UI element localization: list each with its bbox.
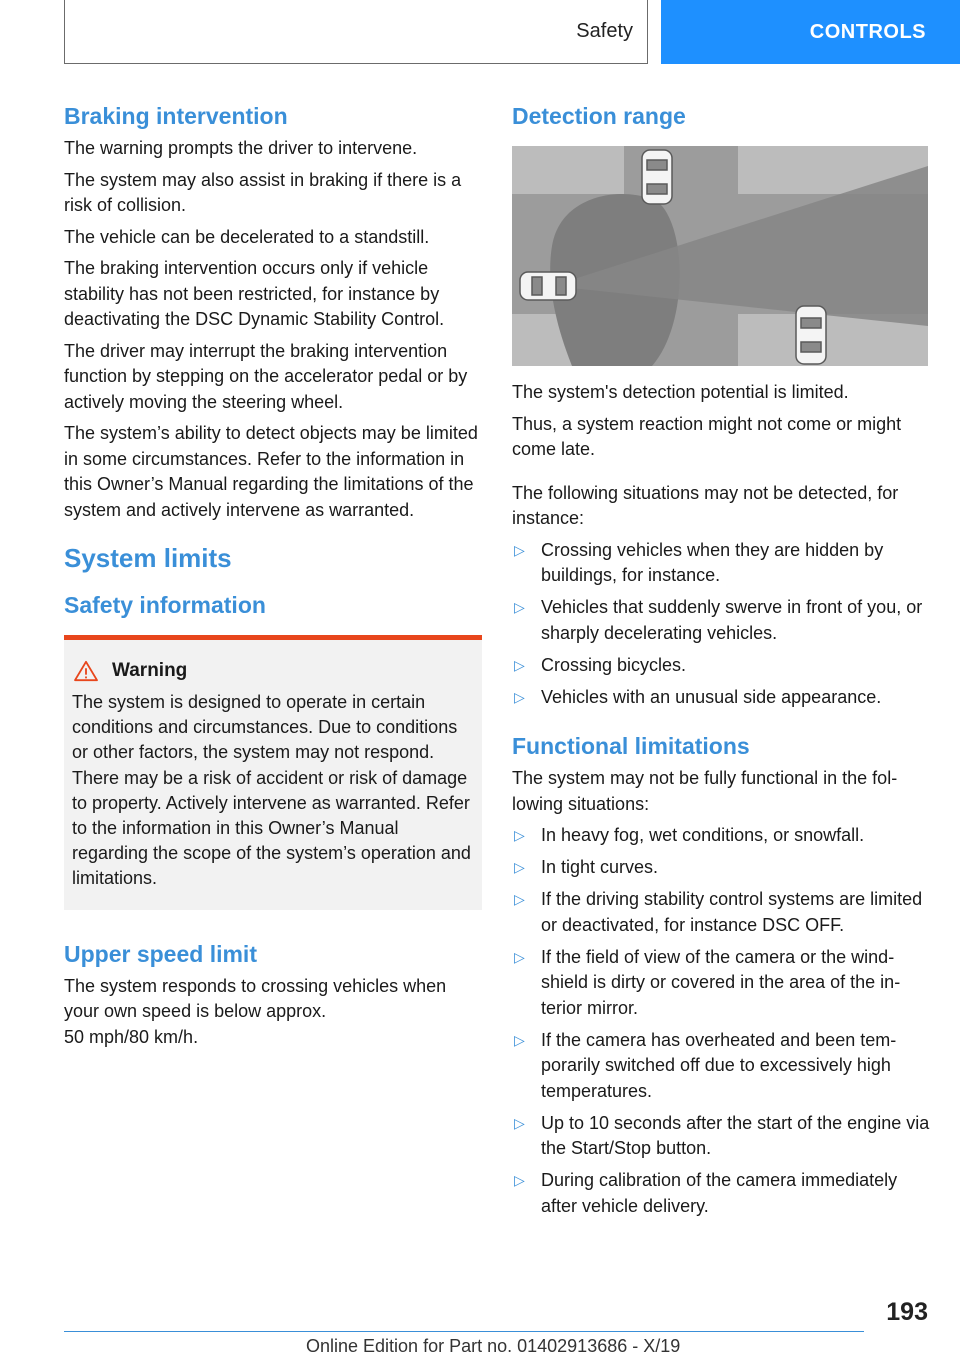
warning-label: Warning	[112, 660, 188, 681]
list-item	[512, 653, 930, 679]
bullet-triangle-icon: ▷	[514, 859, 525, 875]
list-item	[512, 855, 930, 881]
header-section	[64, 0, 648, 64]
bullet-triangle-icon: ▷	[514, 1031, 525, 1048]
system-limits-title: System limits	[64, 543, 232, 573]
list-item-text: Crossing bicycles.	[541, 654, 687, 675]
list-item	[512, 595, 930, 646]
safety-info-title: Safety information	[64, 592, 266, 618]
header-chapter-label: CONTROLS	[809, 20, 926, 43]
left-column	[64, 100, 482, 1056]
list-item	[512, 538, 930, 589]
header-section-label: Safety	[576, 20, 633, 42]
list-item	[512, 1111, 930, 1162]
braking-para: The vehicle can be decelerated to a standstill.	[64, 226, 430, 247]
warning-triangle-icon	[72, 660, 100, 682]
list-item-text: If the field of view of the camera or the windshield is dirty or covered in the area of the interior mirror.	[541, 946, 901, 1018]
situations-intro: The following situations may not be detected, for instance:	[512, 482, 899, 528]
speed-limit-text: The system responds to crossing vehicles when your own speed is below approx.	[64, 975, 447, 1022]
list-item	[512, 945, 930, 1022]
situations-list	[512, 538, 930, 711]
list-item	[512, 887, 930, 938]
list-item-text: During calibration of the camera immediately after vehicle delivery.	[541, 1170, 898, 1216]
list-item-text: In heavy fog, wet conditions, or snowfall.	[541, 825, 865, 845]
bullet-triangle-icon: ▷	[514, 1172, 525, 1188]
bullet-triangle-icon: ▷	[514, 541, 525, 558]
sidewalk-block	[512, 146, 624, 194]
edition-text: Online Edition for Part no. 01402913686 - X/19	[306, 1336, 681, 1356]
warning-box	[64, 635, 482, 910]
bullet-triangle-icon: ▷	[514, 948, 525, 965]
bullet-triangle-icon: ▷	[514, 599, 525, 615]
speed-limit-title: Upper speed limit	[64, 940, 257, 967]
vehicle-bottom-icon	[796, 306, 826, 364]
list-item	[512, 685, 930, 711]
bullet-triangle-icon: ▷	[514, 827, 525, 843]
warning-text: The system is designed to operate in certain conditions and circumstances. Due to conditions or other factors, the system may not respond. There may be a risk of accident or risk of damage to property. Actively intervene as warranted. Refer to the information in this Owner’s Manual regarding the scope of the system’s operation and limitations.	[72, 692, 471, 889]
list-item-text: Vehicles with an unusual side appearance.	[541, 686, 882, 707]
ego-vehicle-icon	[520, 272, 576, 300]
list-item-text: Crossing vehicles when they are hidden by buildings, for instance.	[541, 539, 884, 585]
list-item-text: If the camera has overheated and been temporarily switched off due to excessively high temperatures.	[541, 1029, 897, 1101]
list-item	[512, 1168, 930, 1219]
page-number: 193	[886, 1298, 928, 1326]
braking-title: Braking intervention	[64, 103, 288, 129]
detection-range-illustration	[512, 146, 928, 366]
bullet-triangle-icon: ▷	[514, 891, 525, 907]
list-item-text: If the driving stability control systems are limited or deactivated, for instance DSC OFF.	[541, 889, 923, 935]
right-column	[512, 100, 930, 1231]
detection-para: Thus, a system reaction might not come or might come late.	[512, 413, 902, 459]
bullet-triangle-icon: ▷	[514, 688, 525, 705]
header-chapter	[661, 0, 960, 64]
braking-para: The braking intervention occurs only if vehicle stability has not been restricted, for instance by deactivating the DSC Dynamic Stability Control.	[64, 258, 445, 329]
list-item-text: Up to 10 seconds after the start of the engine via the Start/Stop button.	[541, 1112, 930, 1158]
bullet-triangle-icon: ▷	[514, 656, 525, 673]
functional-intro: The system may not be fully functional in the following situations:	[512, 768, 898, 814]
detection-para: The system's detection potential is limited.	[512, 382, 849, 402]
footer-divider	[64, 1331, 864, 1332]
list-item-text: In tight curves.	[541, 857, 659, 877]
functional-title: Functional limitations	[512, 733, 750, 759]
braking-para: The system may also assist in braking if there is a risk of collision.	[64, 169, 462, 215]
braking-para: The system’s ability to detect objects may be limited in some circumstances. Refer to the information in this Owner’s Manual regarding the limitations of the system and actively intervene as warranted.	[64, 423, 478, 520]
vehicle-top-icon	[642, 150, 672, 204]
functional-list	[512, 823, 930, 1219]
braking-para: The warning prompts the driver to intervene.	[64, 138, 418, 158]
bullet-triangle-icon: ▷	[514, 1114, 525, 1131]
detection-title: Detection range	[512, 103, 686, 129]
list-item	[512, 823, 930, 849]
list-item	[512, 1028, 930, 1105]
warning-header	[72, 660, 474, 682]
braking-para: The driver may interrupt the braking intervention function by stepping on the accelerator pedal or by actively moving the steering wheel.	[64, 340, 468, 412]
list-item-text: Vehicles that suddenly swerve in front of you, or sharply decelerating vehicles.	[541, 597, 923, 643]
speed-limit-value: 50 mph/80 km/h.	[64, 1026, 199, 1047]
